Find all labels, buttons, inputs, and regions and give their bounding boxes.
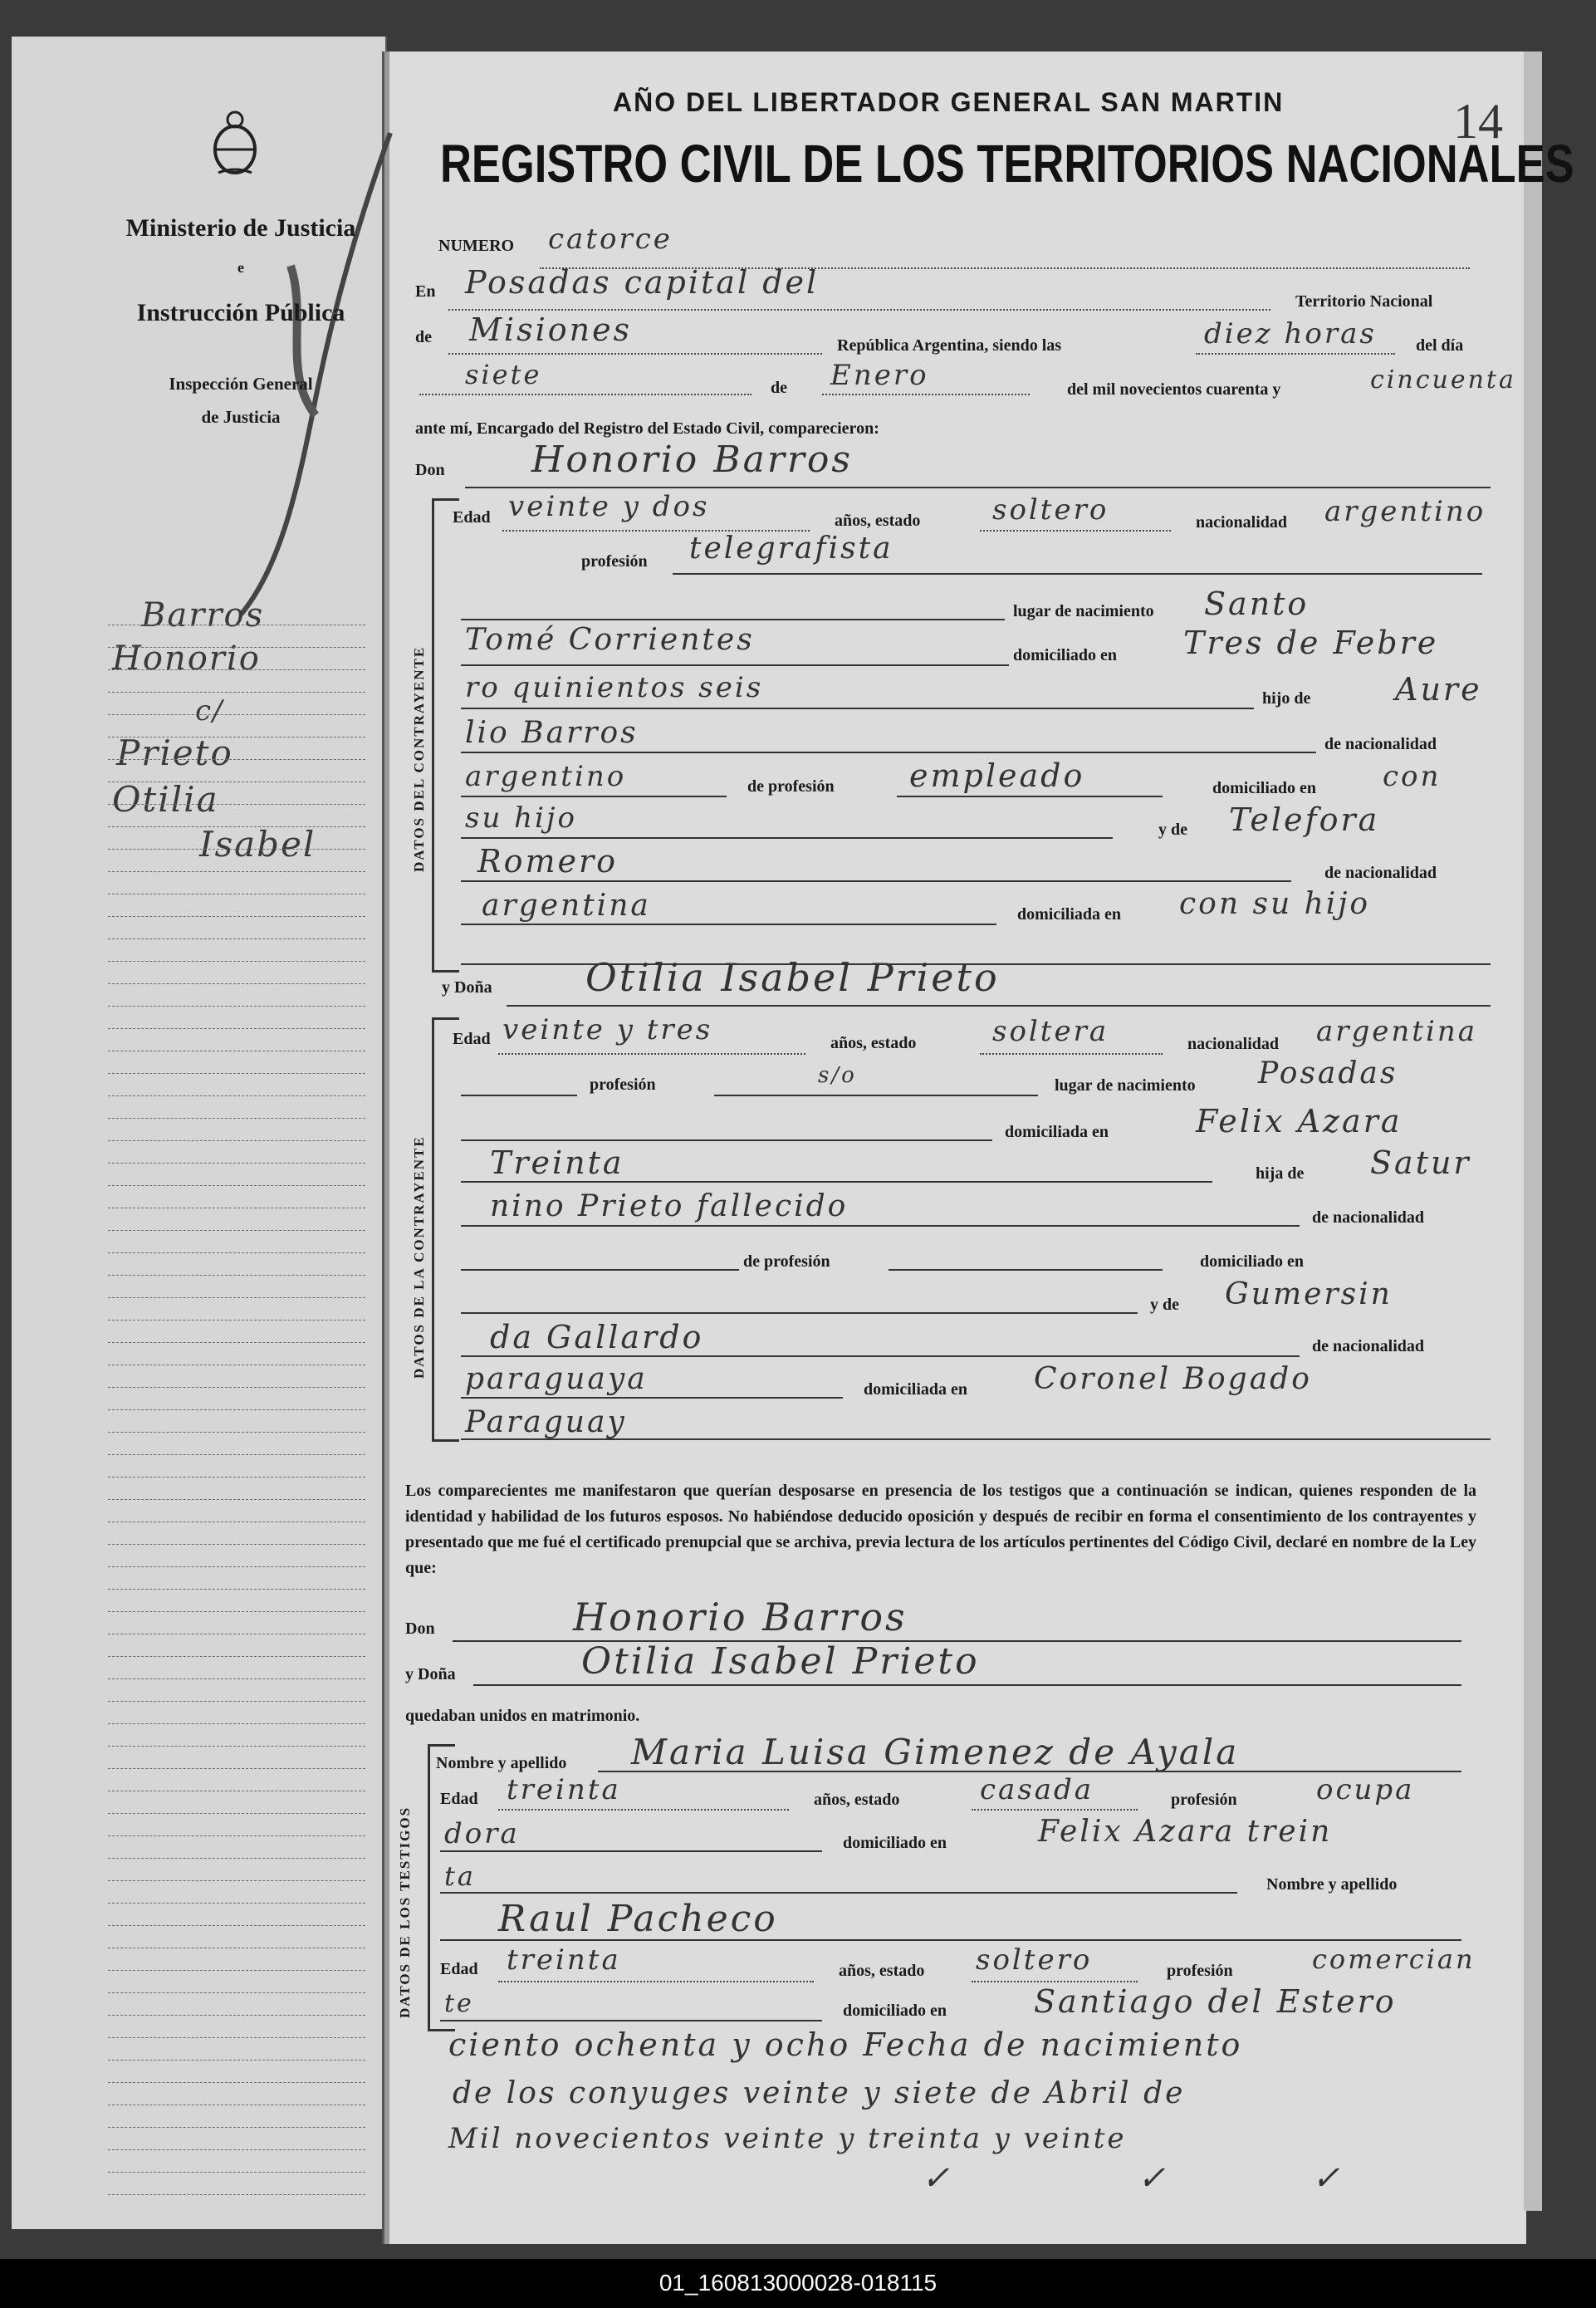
inspection-line1: Inspección General <box>169 374 313 394</box>
page-number: 14 <box>1453 94 1503 149</box>
el-de-prof-label: de profesión <box>747 777 835 796</box>
mes-value: Enero <box>830 359 929 392</box>
margin-ruled-line <box>108 1409 365 1410</box>
margin-name-c: c/ <box>195 694 224 728</box>
margin-ruled-line <box>108 1454 365 1455</box>
contrayente-el-side-label: DATOS DEL CONTRAYENTE <box>411 645 427 872</box>
de-value: Misiones <box>469 311 633 348</box>
la-lugar-label: lugar de nacimiento <box>1055 1076 1196 1095</box>
t2-estado-value: soltero <box>976 1943 1093 1977</box>
note-line3: Mil novecientos veinte y treinta y veinte <box>448 2122 1127 2155</box>
el-padre-dom: con <box>1383 760 1442 793</box>
la-anos-label: años, estado <box>830 1034 917 1052</box>
el-domiciliado-label: domiciliado en <box>1013 646 1118 664</box>
el-de-nac-label: de nacionalidad <box>1324 735 1437 753</box>
t2-anos-label: años, estado <box>839 1962 925 1980</box>
ante-label: ante mí, Encargado del Registro del Estado Civil, comparecieron: <box>415 419 879 438</box>
margin-ruled-line <box>108 1028 365 1029</box>
el-padre-dom-cont: su hijo <box>465 801 577 835</box>
la-madre-cont: da Gallardo <box>490 1319 704 1355</box>
inspection-line2: de Justicia <box>201 407 281 427</box>
el-edad-label: Edad <box>453 508 491 527</box>
t1-dom-value: Felix Azara trein <box>1038 1815 1333 1849</box>
el-hijo-label: hijo de <box>1262 689 1311 708</box>
numero-value: catorce <box>548 223 673 256</box>
t2-profesion-cont: te <box>444 1989 474 2018</box>
la-y-de-label: y de <box>1150 1296 1179 1314</box>
t1-dom-cont: ta <box>444 1860 476 1892</box>
el-domicilio-cont: ro quinientos seis <box>465 671 764 704</box>
margin-ruled-line <box>108 1252 365 1253</box>
el-profesion-value: telegrafista <box>689 532 893 566</box>
decl-dona-label: y Doña <box>405 1665 456 1683</box>
year-line: AÑO DEL LIBERTADOR GENERAL SAN MARTIN <box>613 87 1285 117</box>
la-de-nac-label: de nacionalidad <box>1312 1208 1425 1227</box>
la-madre-nac: paraguaya <box>465 1362 648 1396</box>
decl-dona-value: Otilia Isabel Prieto <box>581 1640 980 1683</box>
margin-ruled-line <box>108 2149 365 2150</box>
margin-ruled-line <box>108 1611 365 1612</box>
t1-profesion-cont: dora <box>444 1817 520 1850</box>
margin-ruled-line <box>108 2082 365 2083</box>
la-madre-nac-label: de nacionalidad <box>1312 1337 1425 1355</box>
margin-ruled-line <box>108 1342 365 1343</box>
contrayente-la-bracket <box>432 1017 459 1442</box>
dona-value: Otilia Isabel Prieto <box>585 955 1000 1000</box>
margin-ruled-line <box>108 1880 365 1881</box>
margin-ruled-line <box>108 1656 365 1657</box>
margin-ruled-line <box>108 1297 365 1298</box>
margin-ruled-line <box>108 1566 365 1567</box>
el-padre-nac: argentino <box>465 760 627 793</box>
la-edad-value: veinte y tres <box>502 1013 713 1046</box>
margin-ruled-line <box>108 1992 365 1993</box>
margin-ruled-line <box>108 2015 365 2016</box>
t1-profesion-value: ocupa <box>1316 1773 1415 1806</box>
de-label: de <box>415 328 432 346</box>
margin-ruled-line <box>108 1746 365 1747</box>
margin-ruled-line <box>108 1095 365 1096</box>
el-padre-prof: empleado <box>909 757 1085 794</box>
el-nacionalidad-label: nacionalidad <box>1196 513 1288 532</box>
la-lugar-value: Posadas <box>1258 1056 1398 1090</box>
margin-ruled-line <box>108 1275 365 1276</box>
margin-ruled-line <box>108 826 365 827</box>
el-madre-nac: argentina <box>482 889 651 923</box>
margin-ruled-line <box>108 938 365 939</box>
margin-ruled-line <box>108 1589 365 1590</box>
t1-domiciliado-label: domiciliado en <box>843 1834 947 1852</box>
t2-nombre-label: Nombre y apellido <box>1266 1875 1398 1894</box>
dia-value: siete <box>465 359 542 390</box>
registry-title: REGISTRO CIVIL DE LOS TERRITORIOS NACIONALES <box>440 134 1574 194</box>
margin-ruled-line <box>108 983 365 984</box>
margin-ruled-line <box>108 692 365 693</box>
margin-ruled-line <box>108 1813 365 1814</box>
decl-don-value: Honorio Barros <box>573 1595 908 1639</box>
el-nacionalidad-value: argentino <box>1324 495 1486 528</box>
t1-profesion-label: profesión <box>1171 1791 1237 1809</box>
margin-ruled-line <box>108 1925 365 1926</box>
diagonal-stamp-mark <box>191 100 407 631</box>
margin-ruled-line <box>108 2037 365 2038</box>
note-line2: de los conyuges veinte y siete de Abril de <box>453 2076 1186 2110</box>
image-label: 01_160813000028-018115 <box>658 2270 938 2296</box>
margin-ruled-line <box>108 1118 365 1119</box>
la-edad-label: Edad <box>453 1030 491 1048</box>
en-label: En <box>415 282 436 301</box>
t2-dom-value: Santiago del Estero <box>1034 1983 1397 2020</box>
el-madre-dom: con su hijo <box>1179 887 1371 921</box>
el-dom-en-label: domiciliado en <box>1212 779 1317 797</box>
decl-closing: quedaban unidos en matrimonio. <box>405 1707 640 1725</box>
margin-ruled-line <box>108 1768 365 1769</box>
numero-label: NUMERO <box>438 237 515 255</box>
check-mark-icon: ✓ <box>1138 2159 1166 2198</box>
margin-ruled-line <box>108 2060 365 2061</box>
anio-value: cincuenta <box>1370 365 1516 394</box>
check-mark-icon: ✓ <box>922 2159 950 2198</box>
testigos-side-label: DATOS DE LOS TESTIGOS <box>397 1806 413 2018</box>
dona-label: y Doña <box>442 978 492 997</box>
margin-ruled-line <box>108 1544 365 1545</box>
decl-don-label: Don <box>405 1620 435 1638</box>
margin-name-prieto: Prieto <box>116 733 233 773</box>
la-madre-dom: Coronel Bogado <box>1034 1362 1312 1396</box>
la-madre-value: Gumersin <box>1225 1277 1393 1311</box>
margin-ruled-line <box>108 1858 365 1859</box>
check-mark-icon: ✓ <box>1312 2159 1340 2198</box>
la-domicilio-value: Felix Azara <box>1196 1103 1403 1139</box>
margin-ruled-line <box>108 2127 365 2128</box>
t2-nombre-value: Raul Pacheco <box>498 1898 778 1940</box>
el-profesion-label: profesión <box>581 552 648 571</box>
margin-ruled-line <box>108 2172 365 2173</box>
margin-ruled-line <box>108 871 365 872</box>
margin-ruled-line <box>108 1006 365 1007</box>
ministry-line2: e <box>237 259 244 276</box>
don-value: Honorio Barros <box>531 439 853 481</box>
t1-edad-label: Edad <box>440 1790 478 1808</box>
republica-label: República Argentina, siendo las <box>837 336 1062 355</box>
t1-nombre-label: Nombre y apellido <box>436 1754 567 1772</box>
la-madre-dom-cont: Paraguay <box>465 1405 627 1439</box>
la-domicilio-cont: Treinta <box>490 1144 624 1181</box>
la-padre-value: Satur <box>1370 1144 1471 1181</box>
margin-ruled-line <box>108 1723 365 1724</box>
la-dom-en-label: domiciliado en <box>1200 1252 1305 1271</box>
contrayente-el-bracket <box>432 498 459 973</box>
note-line1: ciento ochenta y ocho Fecha de nacimiento <box>448 2026 1243 2063</box>
el-edad-value: veinte y dos <box>508 490 710 523</box>
t2-edad-value: treinta <box>507 1943 621 1977</box>
t2-profesion-value: comercian <box>1312 1943 1476 1975</box>
la-domiciliada-label: domiciliada en <box>1005 1123 1109 1141</box>
t2-profesion-label: profesión <box>1167 1962 1233 1980</box>
margin-ruled-line <box>108 1073 365 1074</box>
el-domicilio-value: Tres de Febre <box>1183 625 1439 661</box>
margin-ruled-line <box>108 1185 365 1186</box>
la-madre-dom-label: domiciliada en <box>864 1380 968 1399</box>
horas-value: diez horas <box>1204 317 1377 350</box>
margin-ruled-line <box>108 1432 365 1433</box>
margin-ruled-line <box>108 849 365 850</box>
el-madre-nac-label: de nacionalidad <box>1324 864 1437 882</box>
el-lugar-cont: Tomé Corrientes <box>465 623 755 657</box>
margin-ruled-line <box>108 1701 365 1702</box>
la-estado-value: soltera <box>992 1015 1109 1048</box>
margin-ruled-line <box>108 647 365 648</box>
declaration-text: Los comparecientes me manifestaron que querían desposarse en presencia de los testigos que a continuación se indican, quienes responden de la identidad y habilidad de los futuros esposos. No habiéndose deducido oposición y después de recibir en forma el consentimiento de los contrayentes y presentado que me fué el certificado prenupcial que se archiva, previa lectura de los artículos pertinentes del Código Civil, declaré en nombre de la Ley que: <box>405 1482 1476 1577</box>
margin-name-honorio: Honorio <box>112 639 261 678</box>
la-hija-label: hija de <box>1256 1164 1305 1183</box>
la-padre-cont: nino Prieto fallecido <box>490 1189 849 1223</box>
ministry-line1: Ministerio de Justicia <box>125 214 356 242</box>
t2-edad-label: Edad <box>440 1960 478 1978</box>
margin-ruled-line <box>108 1970 365 1971</box>
margin-ruled-line <box>108 961 365 962</box>
margin-ruled-line <box>108 1903 365 1904</box>
margin-ruled-line <box>108 669 365 670</box>
t2-domiciliado-label: domiciliado en <box>843 2002 947 2020</box>
contrayente-la-side-label: DATOS DE LA CONTRAYENTE <box>411 1135 427 1379</box>
margin-ruled-line <box>108 759 365 760</box>
margin-ruled-line <box>108 1678 365 1679</box>
mil-label: del mil novecientos cuarenta y <box>1067 380 1281 399</box>
margin-ruled-line <box>108 1230 365 1231</box>
margin-name-barros: Barros <box>141 596 265 635</box>
margin-name-isabel: Isabel <box>199 824 316 865</box>
el-padre-value: Aure <box>1395 671 1482 708</box>
el-madre-dom-label: domiciliada en <box>1017 905 1122 924</box>
margin-name-otilia: Otilia <box>112 779 219 820</box>
la-de-prof-label: de profesión <box>743 1252 830 1271</box>
t1-anos-label: años, estado <box>814 1791 900 1809</box>
en-value: Posadas capital del <box>465 264 820 301</box>
el-lugar-label: lugar de nacimiento <box>1013 602 1154 620</box>
margin-ruled-line <box>108 1320 365 1321</box>
margin-ruled-line <box>108 916 365 917</box>
ministry-line3: Instrucción Pública <box>136 299 345 326</box>
la-profesion-label: profesión <box>590 1076 656 1094</box>
el-estado-value: soltero <box>992 493 1109 527</box>
la-nacionalidad-value: argentina <box>1316 1015 1478 1048</box>
margin-ruled-line <box>108 1499 365 1500</box>
la-profesion-value: s/o <box>818 1063 857 1088</box>
el-lugar-value: Santo <box>1204 586 1310 622</box>
page-edge <box>1524 51 1542 2211</box>
margin-ruled-line <box>108 714 365 715</box>
el-padre-cont: lio Barros <box>465 716 639 750</box>
del-dia-label: del día <box>1416 336 1464 355</box>
territorio-label: Territorio Nacional <box>1295 292 1433 311</box>
t1-nombre-value: Maria Luisa Gimenez de Ayala <box>631 1732 1240 1772</box>
margin-ruled-line <box>108 1140 365 1141</box>
de-mes-label: de <box>771 379 787 397</box>
el-madre-cont: Romero <box>477 843 619 880</box>
margin-ruled-line <box>108 1835 365 1836</box>
margin-ruled-line <box>108 1387 365 1388</box>
t1-edad-value: treinta <box>507 1773 621 1806</box>
margin-ruled-line <box>108 2194 365 2195</box>
el-y-de-label: y de <box>1158 821 1187 839</box>
don-label: Don <box>415 461 445 479</box>
margin-ruled-line <box>108 1163 365 1164</box>
t1-estado-value: casada <box>980 1773 1094 1806</box>
el-anos-label: años, estado <box>835 512 921 530</box>
margin-ruled-line <box>108 804 365 805</box>
el-madre-value: Telefora <box>1229 801 1380 838</box>
la-nacionalidad-label: nacionalidad <box>1187 1035 1280 1053</box>
